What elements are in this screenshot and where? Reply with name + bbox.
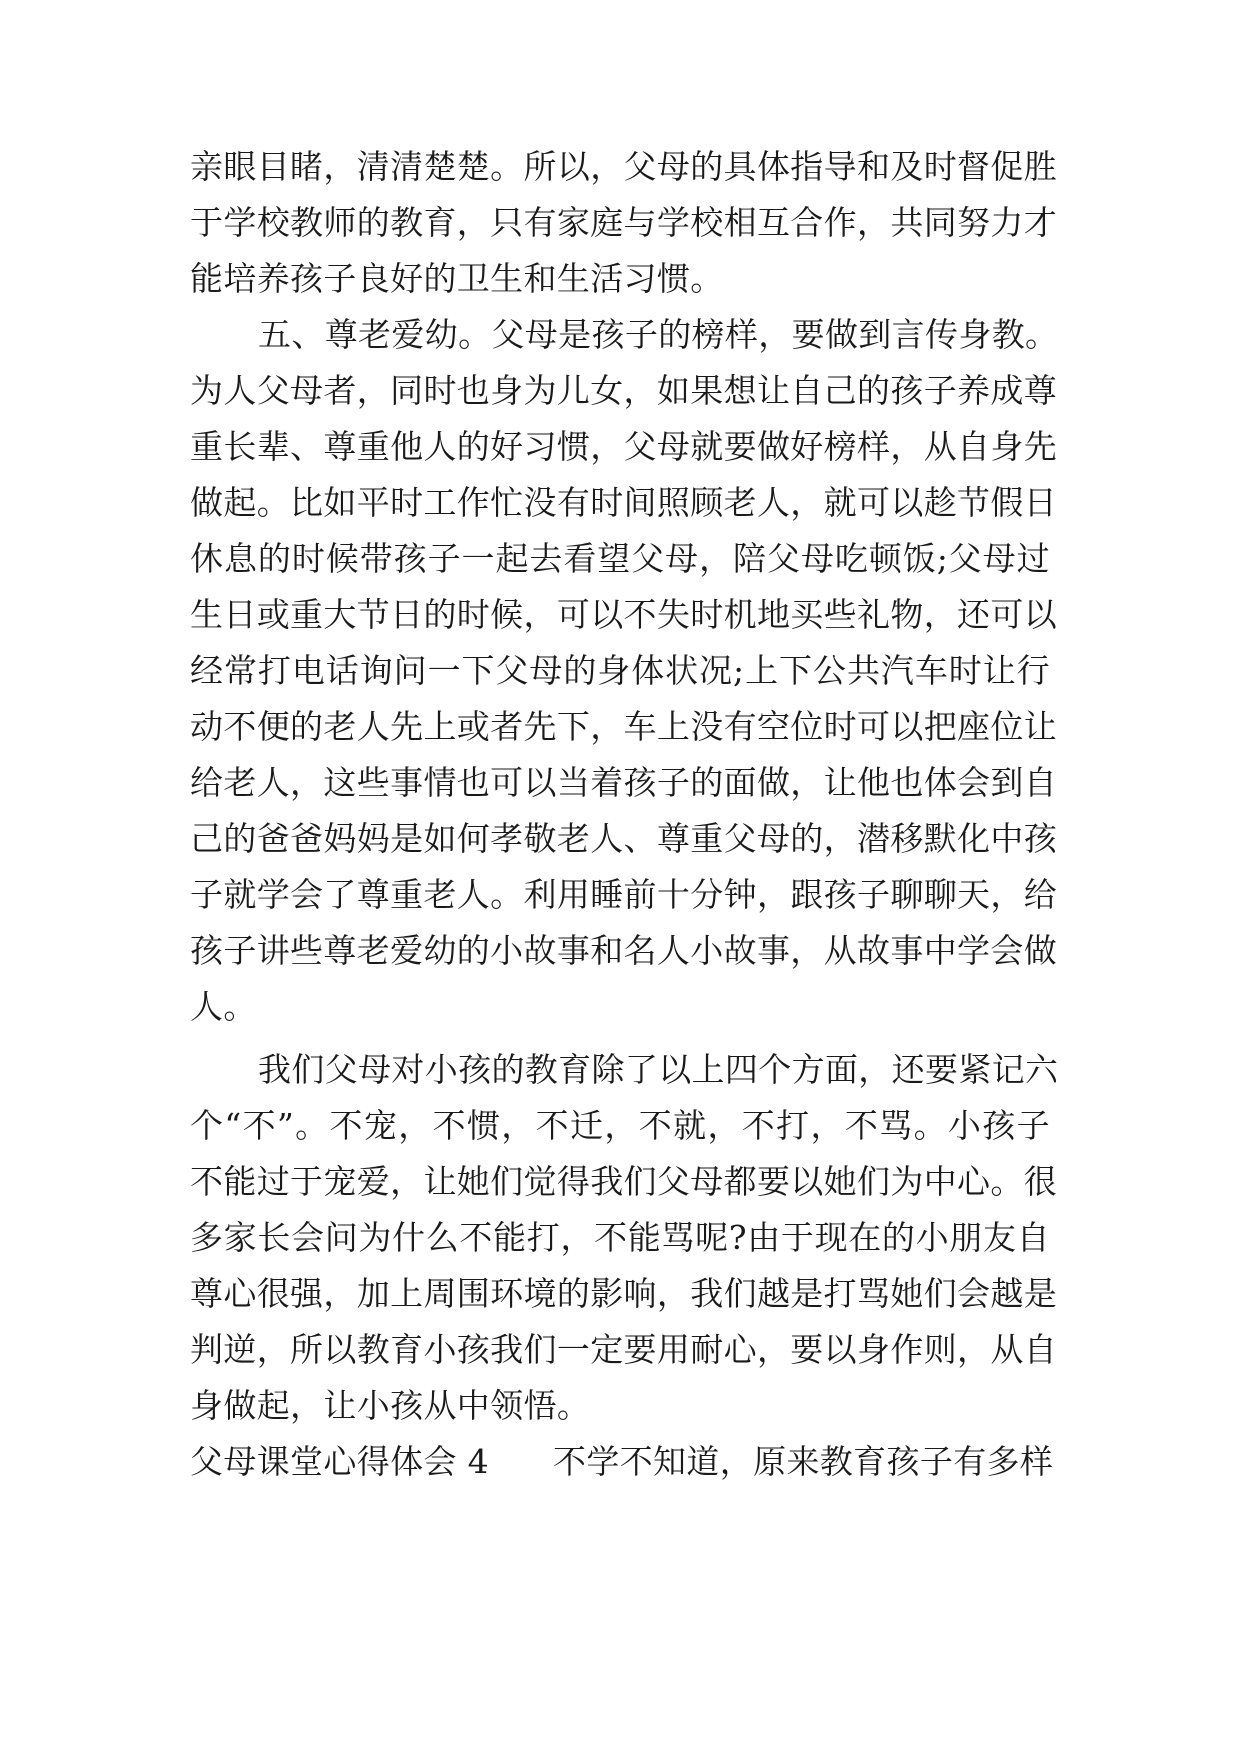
- text-line: 经常打电话询问一下父母的身体状况;上下公共汽车时让行: [190, 651, 1050, 690]
- text-line: 个“不”。不宠，不惯，不迁，不就，不打，不骂。小孩子: [190, 1106, 1050, 1145]
- text-line: 多家长会问为什么不能打，不能骂呢?由于现在的小朋友自: [190, 1218, 1050, 1257]
- text-line: 能培养孩子良好的卫生和生活习惯。: [190, 259, 724, 298]
- text-line: 为人父母者，同时也身为儿女，如果想让自己的孩子养成尊: [190, 371, 1058, 410]
- text-line: 己的爸爸妈妈是如何孝敬老人、尊重父母的，潜移默化中孩: [190, 819, 1058, 858]
- text-line: 不能过于宠爱，让她们觉得我们父母都要以她们为中心。很: [190, 1162, 1058, 1201]
- section-title-line: [190, 1434, 1054, 1490]
- text-line: 尊心很强，加上周围环境的影响，我们越是打骂她们会越是: [190, 1274, 1058, 1313]
- paragraph-first-line: 我们父母对小孩的教育除了以上四个方面，还要紧记六: [258, 1050, 1059, 1089]
- text-line: 给老人，这些事情也可以当着孩子的面做，让他也体会到自: [190, 763, 1058, 802]
- text-line: 亲眼目睹，清清楚楚。所以，父母的具体指导和及时督促胜: [190, 147, 1058, 186]
- text-line: 动不便的老人先上或者先下，车上没有空位时可以把座位让: [190, 707, 1058, 746]
- section-heading-line: 五、尊老爱幼。父母是孩子的榜样，要做到言传身教。: [258, 315, 1059, 354]
- text-line: 休息的时候带孩子一起去看望父母，陪父母吃顿饭;父母过: [190, 539, 1050, 578]
- text-line: 身做起，让小孩从中领悟。: [190, 1386, 591, 1425]
- section-text: 不学不知道，原来教育孩子有多样: [553, 1442, 1054, 1481]
- text-line: 判逆，所以教育小孩我们一定要用耐心，要以身作则，从自: [190, 1330, 1058, 1369]
- section-title: 父母课堂心得体会 4: [190, 1442, 489, 1481]
- text-line: 孩子讲些尊老爱幼的小故事和名人小故事，从故事中学会做: [190, 931, 1058, 970]
- text-line: 重长辈、尊重他人的好习惯，父母就要做好榜样，从自身先: [190, 427, 1058, 466]
- text-line: 于学校教师的教育，只有家庭与学校相互合作，共同努力才: [190, 203, 1058, 242]
- text-line: 子就学会了尊重老人。利用睡前十分钟，跟孩子聊聊天，给: [190, 875, 1058, 914]
- text-line: 做起。比如平时工作忙没有时间照顾老人，就可以趁节假日: [190, 483, 1058, 522]
- text-line: 人。: [190, 987, 257, 1026]
- text-line: 生日或重大节日的时候，可以不失时机地买些礼物，还可以: [190, 595, 1058, 634]
